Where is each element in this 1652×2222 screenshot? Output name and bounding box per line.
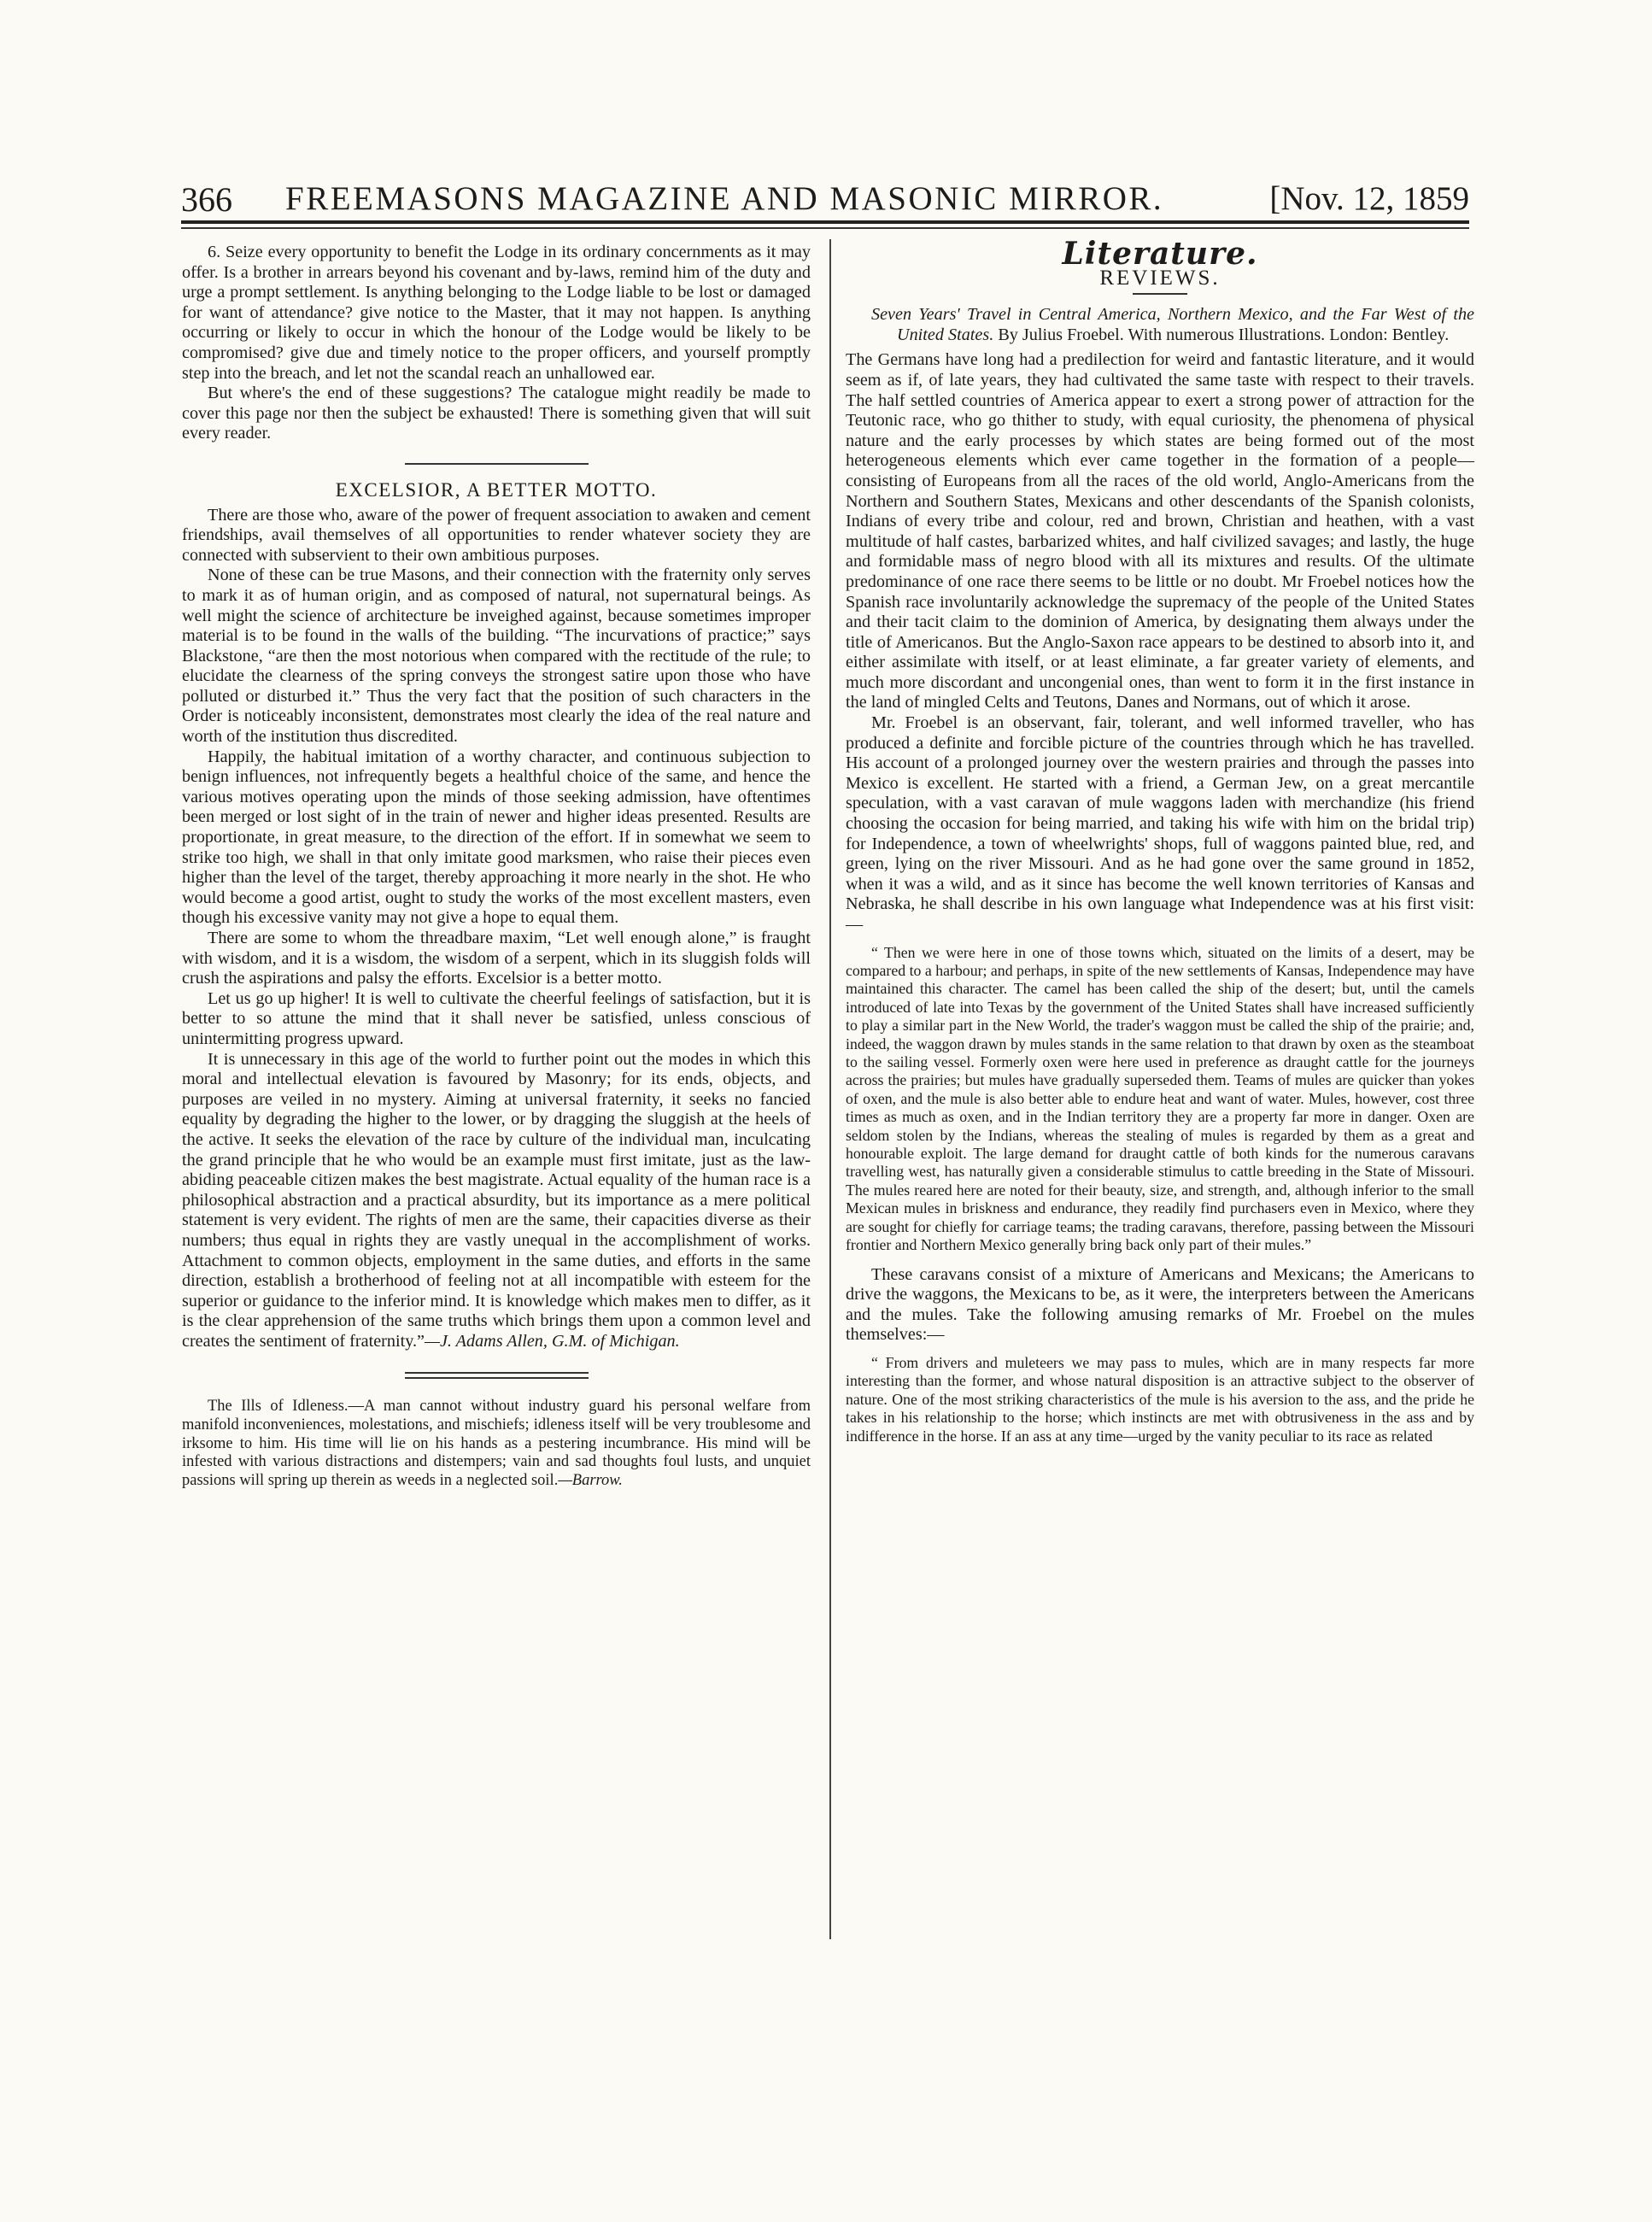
header-rule-thin [181,227,1469,229]
paragraph: These caravans consist of a mixture of Americans and Mexicans; the Americans to drive the waggons, the Mexicans to be, as it were, the interpreters between the Americans and the mules. Take the following amusing remarks of Mr. Froebel on the mules themselves:— [846,1264,1474,1345]
paragraph: Happily, the habitual imitation of a worthy character, and continuous subjection to benign influences, not infrequently begets a healthful choice of the same, and hence the various motives operating upon the minds of those seeking admission, have oftentimes been merged or lost sight of in the train of newer and higher ideas presented. Results are proportionate, in great measure, to the direction of the effort. If in somewhat we seem to strike too high, we shall in that only imitate good marksmen, who raise their pieces even higher than the level of the target, thereby approaching it more nearly in the shot. He who would become a good artist, ought to study the works of the most excellent masters, even though his excessive vanity may not give a hope to equal them. [182,747,811,928]
paragraph: None of these can be true Masons, and their connection with the fraternity only serves to mark it as of human origin, and as composed of natural, not supernatural beings. As well might the science of architecture be inveighed against, because sometimes improper material is to be found in the walls of the building. “The incurvations of practice;” says Blackstone, “are then the most notorious when compared with the rectitude of the rule; to elucidate the clearness of the spring conveys the strongest satire upon those who have polluted or disturbed it.” Thus the very fact that the position of such characters in the Order is noticeably inconsistent, demonstrates most clearly the idea of the real nature and worth of the institution thus discredited. [182,566,811,747]
quote-text: “ Then we were here in one of those towns which, situated on the limits of a desert, may be compared to a harbour; and perhaps, in spite of the new settlements of Kansas, Independence may have maintained this character. The camel has been called the ship of the desert; but, until the camels introduced of late into Texas by the government of the United States shall have increased sufficiently to play a similar part in the New World, the trader's waggon must be called the ship of the prairie; and, indeed, the waggon drawn by mules stands in the same relation to that drawn by oxen as the steamboat to the sailing vessel. Formerly oxen were here used in preference as draught cattle for the journeys across the prairies; but mules have gradually superseded them. Teams of mules are quicker than yokes of oxen, and the mule is also better able to endure heat and want of water. Mules, however, cost three times as much as oxen, and in the Indian territory they are a property far more in danger. Oxen are seldom stolen by the Indians, whereas the stealing of mules is regarded by them as a great and honourable exploit. The large demand for draught cattle of both kinds for the numerous caravans travelling west, has naturally given a considerable stimulus to cattle breeding in the State of Missouri. The mules reared here are noted for their beauty, size, and strength, and, although inferior to the small Mexican mules in briskness and endurance, they readily find purchasers even in Mexico, where they are sought for chiefly for carriage teams; the trading caravans, therefore, passing between the Missouri frontier and Northern Mexico generally bring back only part of their mules.” [846,943,1474,1254]
block-quote [846,944,1474,1255]
signature: —J. Adams Allen, G.M. of Michigan. [425,1331,680,1351]
paragraph: There are those who, aware of the power of frequent association to awaken and cement friendships, avail themselves of all opportunities to render whatever society they are connected with subservient to their own ambitious purposes. [182,505,811,565]
paragraph-item-6: 6. Seize every opportunity to benefit the Lodge in its ordinary concernments as it may offer. Is a brother in arrears beyond his covenant and by-laws, remind him of the duty and urge a prompt settlement. Is anything belonging to the Lodge liable to be lost or damaged for want of attendance? give notice to the Master, that it may not happen. Is anything occurring or likely to occur in which the honour of the Lodge would be likely to be compromised? give due and timely notice to the proper officers, and yourself promptly step into the breach, and let not the scandal reach an unhallowed ear. [182,243,811,383]
reviews-rule [1133,293,1187,295]
left-column [182,243,811,1490]
issue-date: [Nov. 12, 1859 [1269,180,1469,217]
double-divider [405,1372,589,1379]
quote-text: “ From drivers and muleteers we may pass to mules, which are in many respects far more interesting than the former, and whose natural disposition is an attractive subject to the observer of nature. One of the most striking characteristics of the mule is his aversion to the ass, and the pride he takes in his relationship to the horse; which instincts are met with obtrusiveness in the ass and by indifference in the horse. If an ass at any time—urged by the vanity peculiar to its race as related [846,1353,1474,1445]
header-rule-thick [181,220,1469,224]
subheading-reviews: REVIEWS. [1099,266,1221,290]
section-divider [405,463,589,465]
paragraph-idleness [182,1398,811,1490]
paragraph: There are some to whom the threadbare maxim, “Let well enough alone,” is fraught with wisdom, and it is a wisdom, the wisdom of a serpent, which in its sluggish folds will crush the aspirations and palsy the efforts. Excelsior is a better motto. [182,929,811,988]
masthead-title: FREEMASONS MAGAZINE AND MASONIC MIRROR. [285,180,1164,217]
paragraph: Let us go up higher! It is well to cultivate the cheerful feelings of satisfaction, but it is better to so attune the mind that it shall never be satisfied, unless conscious of unintermitting progress upward. [182,988,811,1048]
book-author: By Julius Froebel. With numerous Illustrations. London: Bentley. [993,325,1450,344]
paragraph [182,1050,811,1352]
paragraph-text: It is unnecessary in this age of the world to further point out the modes in which this moral and intellectual elevation is favoured by Masonry; for its ends, objects, and purposes are veiled in no mystery. Aiming at universal fraternity, it seeks no fancied equality by degrading the higher to the lower, or by dragging the sluggish at the heels of the active. It seeks the elevation of the race by culture of the individual man, inculcating the grand principle that he who would be an example must first imitate, just as the law-abiding peaceable citizen makes the best magistrate. Actual equality of the human race is a philosophical abstraction and a practical absurdity, but its importance as a mere political statement is very evident. The rights of men are the same, their capacities diverse as their numbers; thus equal in rights they are vastly unequal in the accomplishment of works. Attachment to common objects, employment in the same duties, and efforts in the same direction, establish a brotherhood of feeling not at all incompatible with esteem for the superior or guidance to the inferior mind. It is knowledge which makes men to differ, as it is the clear apprehension of the same truths which brings them upon a common level and creates the sentiment of fraternity.” [182,1049,811,1351]
book-reference [871,305,1474,345]
article-heading-excelsior: EXCELSIOR, A BETTER MOTTO. [335,478,658,501]
right-column [846,236,1474,1456]
block-quote [846,1354,1474,1445]
paragraph: Mr. Froebel is an observant, fair, tolerant, and well informed traveller, who has produced a definite and forcible picture of the countries through which he has travelled. His account of a prolonged journey over the western prairies and through the passes into Mexico is excellent. He started with a friend, a German Jew, on a great mercantile speculation, with a vast caravan of mule waggons laden with merchandize (his friend choosing the occasion for being married, and taking his wife with him on the bridal trip) for Independence, a town of wheelwrights' shops, full of waggons painted blue, red, and green, lying on the river Missouri. And as he had gone over the same ground in 1852, when it was a wild, and as it since has become the well known territories of Kansas and Nebraska, he shall describe in his own language what Independence was at his first visit:— [846,713,1474,934]
section-heading-literature: Literature. [1062,236,1258,272]
paragraph-text: The Ills of Idleness.—A man cannot without industry guard his personal welfare from manifold inconveniences, molestations, and mischiefs; idleness itself will be very troublesome and irksome to him. His time will lie on his hands as a pestering incumbrance. His mind will be infested with various distractions and distempers; vain and sad thoughts foul lusts, and unquiet passions will spring up therein as weeds in a neglected soil. [182,1398,811,1489]
page-header [181,179,1469,219]
paragraph: The Germans have long had a predilection for weird and fantastic literature, and it would seem as if, of late years, they had cultivated the same taste with respect to their travels. The half settled countries of America appear to exert a strong power of attraction for the Teutonic race, who go thither to study, with equal curiosity, the phenomena of physical nature and the early processes by which states are being formed out of the most heterogeneous elements which ever came together in the formation of a people—consisting of Europeans from all the races of the old world, Anglo-Americans from the Northern and Southern States, Mexicans and other descendants of the Spanish colonists, Indians of every tribe and colour, red and brown, Christian and heathen, with a vast multitude of half castes, barbarized whites, and half civilized savages; and lastly, the huge and formidable mass of negro blood with all its mixtures and results. Of the ultimate predominance of one race there seems to be little or no doubt. Mr Froebel notices how the Spanish race involuntarily acknowledge the supremacy of the people of the United States and their tacit claim to the dominion of America, by designating them always under the title of Americanos. But the Anglo-Saxon race appears to be destined to absorb into it, and either assimilate with itself, or at least eliminate, a far greater variety of elements, and much more discordant and uncongenial ones, than went to form it in the first instance in the land of mingled Celts and Teutons, Danes and Normans, out of which it arose. [846,350,1474,712]
book-title: Seven Years' Travel in Central America, Northern Mexico, and the Far West of the United States. [871,305,1474,344]
paragraph-suggestions: But where's the end of these suggestions? The catalogue might readily be made to cover this page nor then the subject be exhausted! There is something given that will suit every reader. [182,384,811,443]
page-number: 366 [181,180,232,219]
signature: —Barrow. [558,1471,623,1489]
column-divider [829,239,831,1939]
